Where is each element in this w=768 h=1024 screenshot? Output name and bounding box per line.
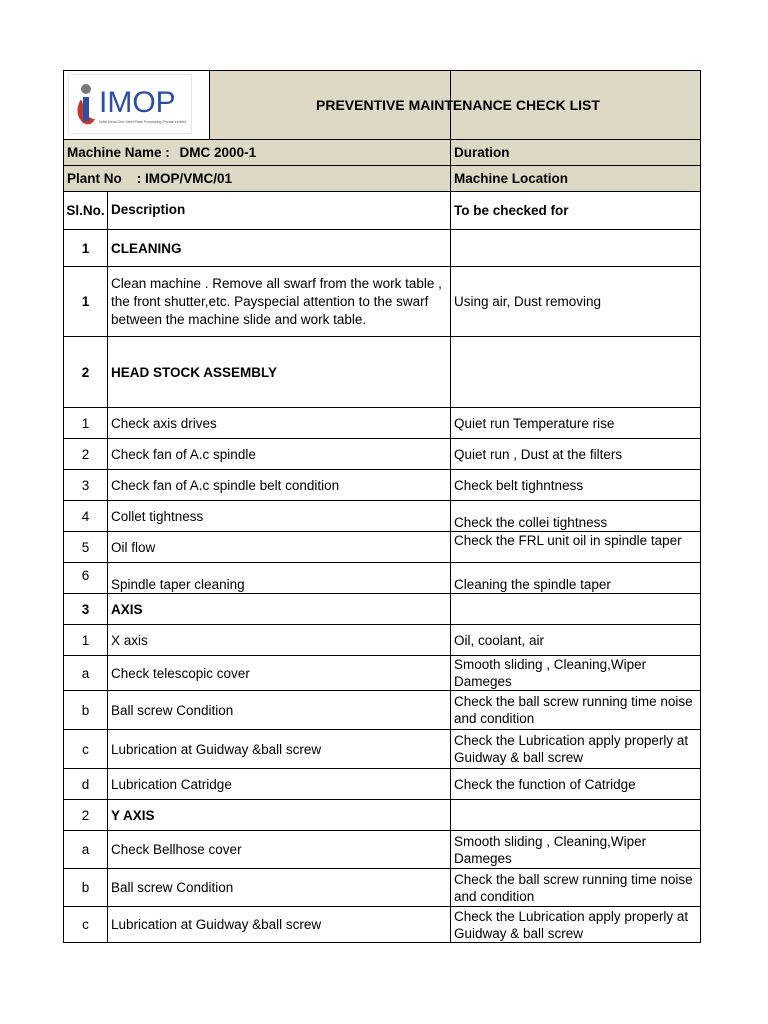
table-row: a Check Bellhose cover Smooth sliding , Cleaning,Wiper Dameges xyxy=(64,831,701,869)
page-title: PREVENTIVE MAINTENANCE CHECK LIST xyxy=(316,96,600,113)
table-row: c Lubrication at Guidway &ball screw Check the Lubrication apply properly at Guidway & ball screw xyxy=(64,730,701,769)
machine-location-label: Machine Location xyxy=(451,166,701,192)
column-header-row xyxy=(64,192,701,230)
logo-text: IMOP xyxy=(99,86,176,119)
plant-no-row xyxy=(64,166,701,192)
company-logo xyxy=(68,74,192,134)
plant-no-value: : IMOP/VMC/01 xyxy=(136,171,233,186)
col-sl-no: Sl.No. xyxy=(64,192,108,230)
table-row: 2 Check fan of A.c spindle Quiet run , Dust at the filters xyxy=(64,439,701,470)
header-row xyxy=(64,71,701,140)
table-row: c Lubrication at Guidway &ball screw Check the Lubrication apply properly at Guidway & ball screw xyxy=(64,907,701,943)
col-description: Description xyxy=(108,192,451,230)
duration-label: Duration xyxy=(451,140,701,166)
checklist-table xyxy=(63,70,701,943)
logo-tagline: India Metal One Steel Plate Processing Private Limited xyxy=(99,120,187,124)
logo-emblem-icon xyxy=(69,75,191,133)
table-row: d Lubrication Catridge Check the function of Catridge xyxy=(64,769,701,800)
section-title: HEAD STOCK ASSEMBLY xyxy=(108,337,451,408)
table-row: 3 Check fan of A.c spindle belt condition Check belt tighntness xyxy=(64,470,701,501)
table-row: a Check telescopic cover Smooth sliding , Cleaning,Wiper Dameges xyxy=(64,656,701,691)
section-title: CLEANING xyxy=(108,230,451,267)
section-row: 1 CLEANING xyxy=(64,230,701,267)
table-row: 4 Collet tightness Check the collei tightness xyxy=(64,501,701,532)
section-row: 2 HEAD STOCK ASSEMBLY xyxy=(64,337,701,408)
checklist-sheet xyxy=(63,70,700,943)
subsection-row: 2 Y AXIS xyxy=(64,800,701,831)
section-title: AXIS xyxy=(108,594,451,625)
subsection-row: 1 X axis Oil, coolant, air xyxy=(64,625,701,656)
table-row: 6 Spindle taper cleaning Cleaning the spindle taper xyxy=(64,563,701,594)
table-row: b Ball screw Condition Check the ball screw running time noise and condition xyxy=(64,691,701,730)
table-row: b Ball screw Condition Check the ball screw running time noise and condition xyxy=(64,869,701,907)
logo-cell xyxy=(64,71,210,139)
plant-no-label: Plant No xyxy=(67,171,122,186)
machine-name-row xyxy=(64,140,701,166)
table-row: 1 Check axis drives Quiet run Temperature rise xyxy=(64,408,701,439)
machine-name-value: DMC 2000-1 xyxy=(179,145,257,160)
machine-name-label: Machine Name : xyxy=(67,145,170,160)
col-check: To be checked for xyxy=(451,192,701,230)
section-row: 3 AXIS xyxy=(64,594,701,625)
table-row: 5 Oil flow Check the FRL unit oil in spindle taper xyxy=(64,532,701,563)
table-row: 1 Clean machine . Remove all swarf from the work table , the front shutter,etc. Payspecial attention to the swarf between the machine slide and work table. Using air, Dust removing xyxy=(64,267,701,337)
